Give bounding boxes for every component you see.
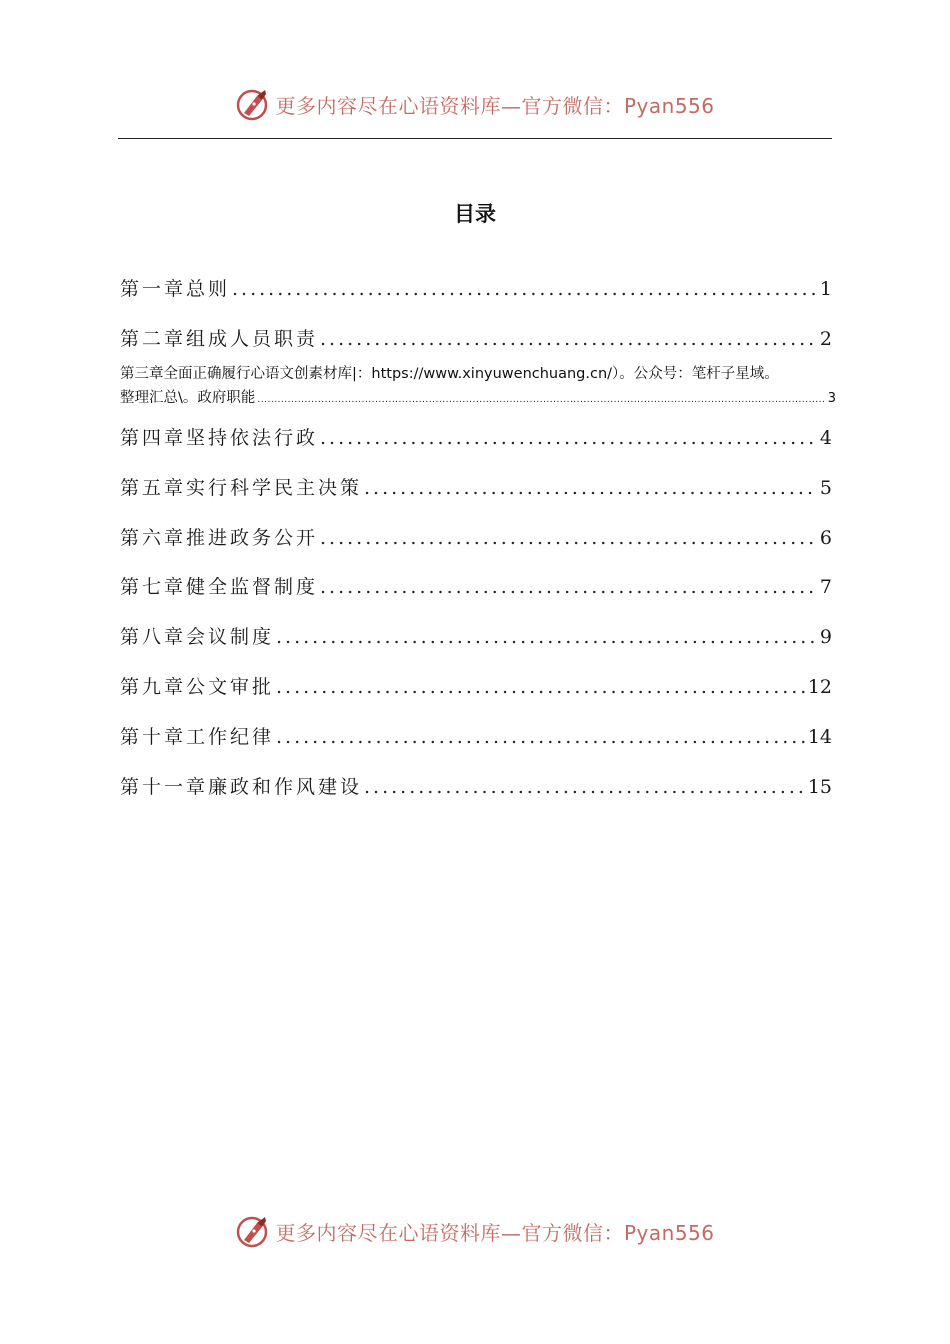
toc-leader-dots (276, 726, 806, 748)
toc-entry[interactable] (120, 362, 836, 412)
toc-entry-page: 6 (819, 527, 832, 549)
toc-title: 目录 (454, 202, 496, 226)
toc-entry-page: 5 (819, 477, 832, 499)
toc-entry[interactable] (120, 274, 832, 304)
toc-entry-label: 第四章坚持依法行政 (120, 427, 319, 449)
toc-entry-label: 第五章实行科学民主决策 (120, 477, 363, 499)
toc-entry[interactable] (120, 473, 832, 503)
toc-entry[interactable] (120, 324, 832, 354)
toc-entry-page: 14 (807, 726, 832, 748)
banner-text: 更多内容尽在心语资料库—官方微信：Pyan556 (275, 1220, 715, 1245)
toc-entry-page: 12 (807, 676, 832, 698)
toc-entry-page: 2 (819, 328, 832, 350)
toc-entry-label: 第十章工作纪律 (120, 726, 275, 748)
toc-entry-label: 第一章总则 (120, 278, 231, 300)
toc-entry-page: 3 (827, 391, 836, 406)
toc-entry-page: 9 (819, 626, 832, 648)
toc-leader-dots (232, 278, 818, 300)
toc-entry-page: 7 (819, 576, 832, 598)
toc-leader-dots (364, 776, 806, 798)
toc-leader-dots (320, 576, 818, 598)
header-banner (0, 84, 950, 124)
pen-nib-logo-icon (235, 86, 271, 122)
toc-entry-page: 15 (807, 776, 832, 798)
toc-leader-dots (364, 477, 818, 499)
toc-entry-label-continued: 整理汇总\。政府职能 (120, 390, 256, 406)
toc-entry-label: 第三章全面正确履行心语文创素材库|：https://www.xinyuwenchuang.cn/）。公众号：笔杆子星域。 (120, 366, 779, 382)
toc-entry[interactable] (120, 772, 832, 802)
toc-entry-label: 第六章推进政务公开 (120, 527, 319, 549)
toc-leader-dots (320, 328, 818, 350)
toc-leader-dots (257, 388, 825, 412)
toc-leader-dots (276, 676, 806, 698)
toc-entry-page: 4 (819, 427, 832, 449)
header-divider (118, 138, 832, 139)
toc-entry-label: 第二章组成人员职责 (120, 328, 319, 350)
toc-entry[interactable] (120, 523, 832, 553)
banner-text: 更多内容尽在心语资料库—官方微信：Pyan556 (275, 93, 715, 118)
toc-entry-label: 第十一章廉政和作风建设 (120, 776, 363, 798)
toc-entry[interactable] (120, 572, 832, 602)
toc-leader-dots (276, 626, 818, 648)
toc-entry-page: 1 (819, 278, 832, 300)
toc-entry[interactable] (120, 672, 832, 702)
toc-entry-label: 第九章公文审批 (120, 676, 275, 698)
toc-entry[interactable] (120, 423, 832, 453)
toc-entry-label: 第八章会议制度 (120, 626, 275, 648)
toc-leader-dots (320, 427, 818, 449)
footer-banner (0, 1211, 950, 1251)
pen-nib-logo-icon (235, 1213, 271, 1249)
toc-leader-dots (320, 527, 818, 549)
toc-entry-label: 第七章健全监督制度 (120, 576, 319, 598)
toc-entry[interactable] (120, 622, 832, 652)
toc-entry[interactable] (120, 722, 832, 752)
